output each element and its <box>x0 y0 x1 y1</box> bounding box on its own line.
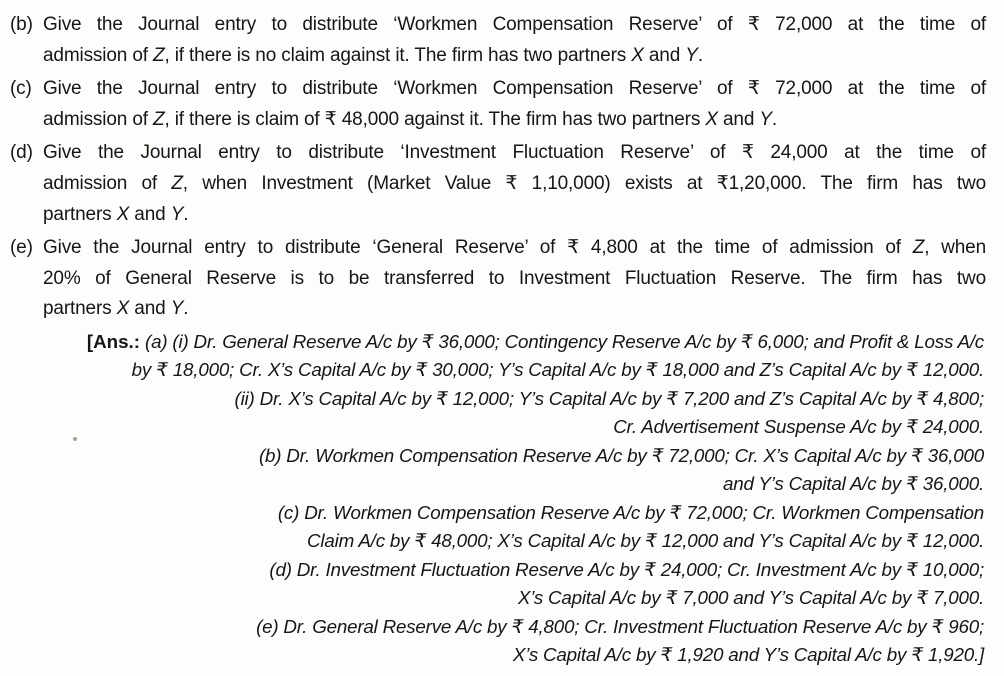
answer-line: X’s Capital A/c by ₹ 7,000 and Y’s Capital A/c by ₹ 7,000. <box>517 587 984 609</box>
question-text-d <box>43 138 986 230</box>
question-text-e <box>43 233 986 325</box>
answer-line: (c) Dr. Workmen Compensation Reserve A/c by ₹ 72,000; Cr. Workmen Compensation <box>277 501 984 523</box>
question-item-c <box>10 74 986 135</box>
question-line: 20% of General Reserve is to be transferred to Investment Fluctuation Reserve. The firm has two <box>43 267 986 289</box>
answer-line <box>10 328 984 357</box>
answers-label: [Ans.: <box>86 330 141 352</box>
question-item-d <box>10 138 986 230</box>
answer-text: (a) (i) Dr. General Reserve A/c by ₹ 36,000; Contingency Reserve A/c by ₹ 6,000; and Profit & Loss A/c <box>140 330 984 352</box>
question-label-c: (c) <box>10 78 32 100</box>
question-line: Give the Journal entry to distribute ‘Investment Fluctuation Reserve’ of ₹ 24,000 at the time of <box>43 142 986 164</box>
question-line: Give the Journal entry to distribute ‘Workmen Compensation Reserve’ of ₹ 72,000 at the time of <box>43 14 986 35</box>
answer-line: by ₹ 18,000; Cr. X’s Capital A/c by ₹ 30,000; Y’s Capital A/c by ₹ 18,000 and Z’s Capital A/c by ₹ 12,000. <box>131 359 984 381</box>
question-text-c <box>43 74 986 135</box>
question-item-b <box>10 10 986 71</box>
question-label-d: (d) <box>10 142 33 164</box>
questions-section <box>10 10 986 325</box>
answer-line: (d) Dr. Investment Fluctuation Reserve A/c by ₹ 24,000; Cr. Investment A/c by ₹ 10,000; <box>269 558 984 580</box>
question-line: admission of Z, if there is claim of ₹ 48,000 against it. The firm has two partners X and Y. <box>43 108 778 130</box>
question-line: Give the Journal entry to distribute ‘General Reserve’ of ₹ 4,800 at the time of admission of Z, when <box>43 237 986 259</box>
question-label-e: (e) <box>10 237 33 259</box>
answers-section <box>10 328 986 670</box>
answer-line: (ii) Dr. X’s Capital A/c by ₹ 12,000; Y’s Capital A/c by ₹ 7,200 and Z’s Capital A/c by ₹ 4,800; <box>234 387 984 409</box>
answer-line: (e) Dr. General Reserve A/c by ₹ 4,800; Cr. Investment Fluctuation Reserve A/c by ₹ 960; <box>256 615 984 637</box>
question-item-e <box>10 233 986 325</box>
question-line: partners X and Y. <box>43 298 189 320</box>
question-line: admission of Z, when Investment (Market Value ₹ 1,10,000) exists at ₹1,20,000. The firm has two <box>43 172 986 194</box>
answer-line: Cr. Advertisement Suspense A/c by ₹ 24,000. <box>613 416 984 438</box>
answer-line: (b) Dr. Workmen Compensation Reserve A/c by ₹ 72,000; Cr. X’s Capital A/c by ₹ 36,000 <box>258 444 984 466</box>
answer-line: X’s Capital A/c by ₹ 1,920 and Y’s Capital A/c by ₹ 1,920.] <box>512 644 984 666</box>
answer-line: and Y’s Capital A/c by ₹ 36,000. <box>722 473 984 495</box>
question-line: Give the Journal entry to distribute ‘Workmen Compensation Reserve’ of ₹ 72,000 at the time of <box>43 78 986 100</box>
question-line: admission of Z, if there is no claim against it. The firm has two partners X and Y. <box>43 44 703 66</box>
question-label-b: (b) <box>10 14 33 35</box>
question-line: partners X and Y. <box>43 203 189 225</box>
scan-artifact-dot <box>73 437 77 441</box>
answer-line: Claim A/c by ₹ 48,000; X’s Capital A/c by ₹ 12,000 and Y’s Capital A/c by ₹ 12,000. <box>307 530 984 552</box>
question-text-b <box>43 10 986 71</box>
